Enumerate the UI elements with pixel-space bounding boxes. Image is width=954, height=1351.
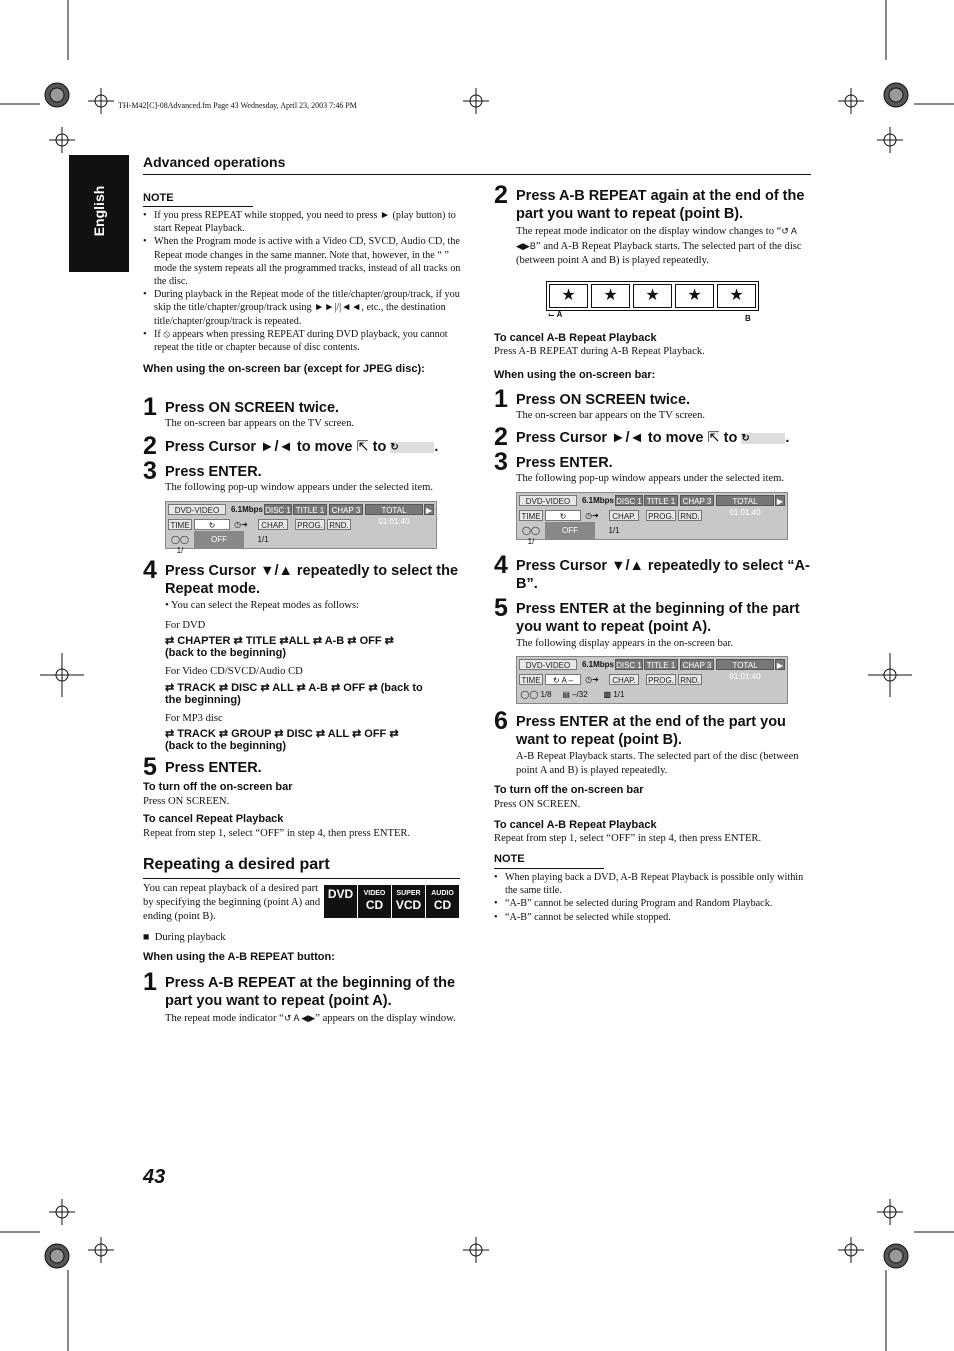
osd-rnd-button[interactable]: RND.	[678, 674, 702, 685]
dvd-sequence: ⇄ CHAPTER ⇄ TITLE ⇄ALL ⇄ A-B ⇄ OFF ⇄	[165, 635, 394, 647]
right-note-list	[494, 871, 812, 924]
step-number: 2	[494, 423, 508, 451]
logo-top: AUDIO	[431, 890, 454, 897]
step-number: 2	[143, 432, 157, 460]
osd-chap: CHAP 3	[329, 504, 363, 515]
right-cancel-ab-text: Repeat from step 1, select “OFF” in step 4, then press ENTER.	[494, 833, 762, 844]
osd-prog-button[interactable]: PROG.	[646, 674, 676, 685]
step-desc	[165, 1011, 463, 1026]
osd-disc-type: DVD-VIDEO	[168, 504, 226, 515]
step-title: Press ON SCREEN twice.	[165, 400, 340, 416]
during-playback-text: During playback	[154, 932, 226, 943]
pointer-icon: ⇱	[707, 430, 720, 446]
step-title: Press ENTER.	[516, 455, 613, 471]
step-desc-a: The repeat mode indicator on the display window changes to “	[516, 226, 782, 237]
osd-total: TOTAL 01:01:40	[365, 504, 423, 515]
osd-audio-value: 1/8	[540, 690, 552, 699]
header-rule	[143, 174, 811, 175]
step-number: 4	[143, 556, 157, 584]
step-desc-b: ” and A-B Repeat Playback starts. The selected part of the disc (between point A and B) is played repeatedly.	[516, 241, 802, 266]
mp3-label: For MP3 disc	[165, 713, 223, 724]
osd-disc: DISC 1	[616, 661, 642, 670]
vcd-sequence-back: the beginning)	[165, 694, 241, 706]
note-item: • “A-B” cannot be selected while stopped.	[494, 911, 812, 924]
osd-rnd-button[interactable]: RND.	[678, 510, 702, 521]
turn-off-text: Press ON SCREEN.	[143, 796, 230, 807]
right-cancel-ab-heading: To cancel A-B Repeat Playback	[494, 819, 657, 831]
note-rule	[143, 206, 253, 207]
turn-off-heading: To turn off the on-screen bar	[143, 781, 293, 793]
osd-chap: CHAP 3	[680, 495, 714, 506]
dvd-label: For DVD	[165, 620, 206, 631]
osd-chap-button[interactable]: CHAP.	[258, 519, 288, 530]
osd-audio-icon: ◯◯ 1/	[522, 526, 540, 546]
video-cd-logo	[358, 885, 391, 918]
osd-angle: 1/1	[257, 535, 269, 544]
repeat-icon: ↻	[390, 442, 434, 453]
osd-prog-button[interactable]: PROG.	[295, 519, 325, 530]
section-title: Advanced operations	[143, 154, 286, 170]
step-number: 6	[494, 707, 508, 735]
step-title: Press ON SCREEN twice.	[516, 392, 691, 408]
osd-chap-button[interactable]: CHAP.	[609, 674, 639, 685]
note-list	[143, 209, 461, 354]
osd-disc-type: DVD-VIDEO	[519, 659, 577, 670]
step-title: Press Cursor ▼/▲ repeatedly to select the Repeat mode.	[165, 563, 459, 597]
logo-main: VCD	[395, 898, 422, 912]
osd-subtitle: ▤ –/32	[562, 690, 588, 699]
point-b-label: B	[745, 314, 751, 323]
step-number: 1	[143, 393, 157, 421]
step-title: Press ENTER.	[165, 760, 262, 776]
audio-cd-logo	[426, 885, 459, 918]
osd-repeat-button[interactable]: ↻	[545, 510, 581, 521]
point-a-label: ⌙ A	[548, 310, 563, 319]
step-desc	[516, 224, 812, 268]
step-title-text: Press Cursor ►/◄ to move	[165, 439, 353, 455]
step-number: 1	[494, 385, 508, 413]
osd-chap-button[interactable]: CHAP.	[609, 510, 639, 521]
osd-time-button[interactable]: TIME	[519, 510, 543, 521]
page-number: 43	[143, 1166, 166, 1188]
note-item: • “A-B” cannot be selected during Program and Random Playback.	[494, 897, 812, 910]
ab-section-title: Repeating a desired part	[143, 856, 330, 873]
step-number: 5	[143, 753, 157, 781]
step-title: Press A-B REPEAT again at the end of the part you want to repeat (point B).	[516, 188, 805, 222]
cancel-ab-heading: To cancel A-B Repeat Playback	[494, 332, 657, 344]
note-item: • When the Program mode is active with a Video CD, SVCD, Audio CD, the Repeat mode changes in the same manner. Note that, however, in the “ ” mode the system repeats all the programmed tracks, instead of all tracks on the disc.	[143, 235, 461, 288]
osd-angle-value: 1/1	[613, 690, 625, 699]
step-title-to: to	[723, 430, 738, 446]
osd-time-button[interactable]: TIME	[168, 519, 192, 530]
logo-top: VIDEO	[363, 890, 386, 897]
osd-disc: DISC 1	[265, 506, 291, 515]
dvd-logo	[324, 885, 357, 918]
osd-prog-button[interactable]: PROG.	[646, 510, 676, 521]
osd-clock-icon: ◷➜	[585, 675, 599, 684]
ab-intro: You can repeat playback of a desired part by specifying the beginning (point A) and ending (point B).	[143, 883, 321, 922]
note-label: NOTE	[143, 192, 174, 204]
onscreen-heading: When using the on-screen bar (except for JPEG disc):	[143, 363, 425, 375]
ab-indicator-icon: ↺ A ◀▶	[283, 1013, 316, 1023]
step-desc: The following pop-up window appears under the selected item.	[516, 473, 785, 484]
note-item: • When playing back a DVD, A-B Repeat Playback is possible only within the same title.	[494, 871, 812, 897]
step-title-end: .	[785, 430, 790, 446]
super-vcd-logo	[392, 885, 425, 918]
vcd-label: For Video CD/SVCD/Audio CD	[165, 666, 303, 677]
ab-filmstrip	[546, 281, 759, 311]
step-desc-b: ” appears on the display window.	[315, 1013, 456, 1024]
mp3-sequence-back: (back to the beginning)	[165, 740, 286, 752]
osd-title: TITLE 1	[644, 495, 678, 506]
note-item: • If ⦸ appears when pressing REPEAT during DVD playback, you cannot repeat the title or chapter because of disc contents.	[143, 328, 461, 354]
step-desc-a: The repeat mode indicator “	[165, 1013, 284, 1024]
vcd-sequence: ⇄ TRACK ⇄ DISC ⇄ ALL ⇄ A-B ⇄ OFF ⇄ (back to	[165, 682, 423, 694]
dvd-sequence-back: (back to the beginning)	[165, 647, 286, 659]
osd-total: TOTAL 01:01:40	[716, 659, 774, 670]
step-title: Press ENTER at the end of the part you want to repeat (point B).	[516, 714, 786, 748]
frame-figure-icon: ★	[675, 284, 714, 308]
language-tab	[69, 155, 129, 272]
osd-chap: CHAP 3	[680, 659, 714, 670]
osd-audio-icon: ◯◯ 1/	[171, 535, 189, 555]
repeat-icon: ↻	[741, 433, 785, 444]
osd-title: TITLE 1	[644, 659, 678, 670]
step-number: 3	[494, 448, 508, 476]
step-number: 2	[494, 181, 508, 209]
frame-figure-icon: ★	[717, 284, 756, 308]
right-onscreen-heading: When using the on-screen bar:	[494, 369, 656, 381]
ab-button-heading: When using the A-B REPEAT button:	[143, 951, 335, 963]
osd-bitrate: 6.1Mbps	[581, 496, 614, 505]
osd-play-icon: ▶	[425, 506, 433, 515]
pointer-icon: ⇱	[356, 439, 369, 455]
logo-main: CD	[365, 898, 384, 912]
step-number: 4	[494, 551, 508, 579]
osd-clock-icon: ◷➜	[234, 520, 248, 529]
osd-title: TITLE 1	[293, 504, 327, 515]
frame-figure-icon: ★	[633, 284, 672, 308]
osd-rnd-button[interactable]: RND.	[327, 519, 351, 530]
osd-subtitle-value: –/32	[572, 690, 588, 699]
right-turn-off-text: Press ON SCREEN.	[494, 799, 581, 810]
cancel-ab-text: Press A-B REPEAT during A-B Repeat Playback.	[494, 346, 705, 357]
osd-bitrate: 6.1Mbps	[581, 660, 614, 669]
step-desc: The following pop-up window appears under the selected item.	[165, 482, 434, 493]
right-note-label: NOTE	[494, 853, 525, 865]
file-info: TH-M42[C]-08Advanced.fm Page 43 Wednesday, April 23, 2003 7:46 PM	[118, 101, 357, 110]
osd-ab-display	[516, 656, 788, 704]
language-tab-label: English	[91, 185, 107, 237]
step-number: 5	[494, 594, 508, 622]
step-title	[516, 429, 789, 447]
osd-play-icon: ▶	[776, 661, 784, 670]
step-title	[165, 438, 438, 456]
point-a: A	[556, 310, 563, 319]
osd-off-option[interactable]: OFF	[545, 522, 595, 540]
step-title-text: Press Cursor ►/◄ to move	[516, 430, 704, 446]
right-turn-off-heading: To turn off the on-screen bar	[494, 784, 644, 796]
osd-off-option[interactable]: OFF	[194, 531, 244, 549]
osd-angle: 1/1	[608, 526, 620, 535]
cancel-text: Repeat from step 1, select “OFF” in step 4, then press ENTER.	[143, 828, 411, 839]
osd-popup-right	[516, 492, 788, 546]
cancel-heading: To cancel Repeat Playback	[143, 813, 284, 825]
osd-ab-repeat-button[interactable]: ↻ A –	[545, 674, 581, 685]
osd-clock-icon: ◷➜	[585, 511, 599, 520]
osd-bitrate: 6.1Mbps	[230, 505, 263, 514]
during-playback: ■ During playback	[143, 932, 226, 943]
step-number: 3	[143, 457, 157, 485]
osd-disc: DISC 1	[616, 497, 642, 506]
logo-main: DVD	[327, 887, 354, 901]
osd-angle: ▩ 1/1	[603, 690, 625, 699]
osd-repeat-button[interactable]: ↻	[194, 519, 230, 530]
step-title-end: .	[434, 439, 439, 455]
logo-main: CD	[433, 898, 452, 912]
frame-figure-icon: ★	[549, 284, 588, 308]
step-title: Press ENTER.	[165, 464, 262, 480]
osd-total: TOTAL 01:01:40	[716, 495, 774, 506]
ab-section-rule	[143, 878, 460, 879]
osd-disc-type: DVD-VIDEO	[519, 495, 577, 506]
step-desc-bullet: • You can select the Repeat modes as follows:	[165, 600, 360, 611]
osd-audio: ◯◯ 1/8	[520, 690, 552, 699]
step-title-to: to	[372, 439, 387, 455]
step-title: Press ENTER at the beginning of the part you want to repeat (point A).	[516, 601, 800, 635]
osd-play-icon: ▶	[776, 497, 784, 506]
step-desc: The on-screen bar appears on the TV screen.	[165, 418, 355, 429]
osd-time-button[interactable]: TIME	[519, 674, 543, 685]
osd-ab-a: A –	[561, 676, 574, 685]
step-number: 1	[143, 968, 157, 996]
step-desc: The on-screen bar appears on the TV screen.	[516, 410, 706, 421]
ab-indicator-full-icon: ↺ A ◀▶B	[516, 226, 797, 251]
step-desc: The following display appears in the on-screen bar.	[516, 638, 734, 649]
mp3-sequence: ⇄ TRACK ⇄ GROUP ⇄ DISC ⇄ ALL ⇄ OFF ⇄	[165, 728, 399, 740]
osd-popup-left	[165, 501, 437, 555]
note-item: • During playback in the Repeat mode of the title/chapter/group/track, if you skip the title/chapter/group/track using ►►|/|◄◄, etc., the destination title/chapter/group/track is repeated.	[143, 288, 461, 328]
note-item: • If you press REPEAT while stopped, you need to press ► (play button) to start Repeat Playback.	[143, 209, 461, 235]
right-note-rule	[494, 868, 604, 869]
step-title: Press A-B REPEAT at the beginning of the part you want to repeat (point A).	[165, 975, 456, 1009]
step-desc: A-B Repeat Playback starts. The selected part of the disc (between point A and B) is played repeatedly.	[516, 751, 799, 776]
frame-figure-icon: ★	[591, 284, 630, 308]
step-desc: You can select the Repeat modes as follows:	[170, 600, 360, 611]
step-title: Press Cursor ▼/▲ repeatedly to select “A-B”.	[516, 558, 810, 592]
logo-top: SUPER	[396, 890, 421, 897]
